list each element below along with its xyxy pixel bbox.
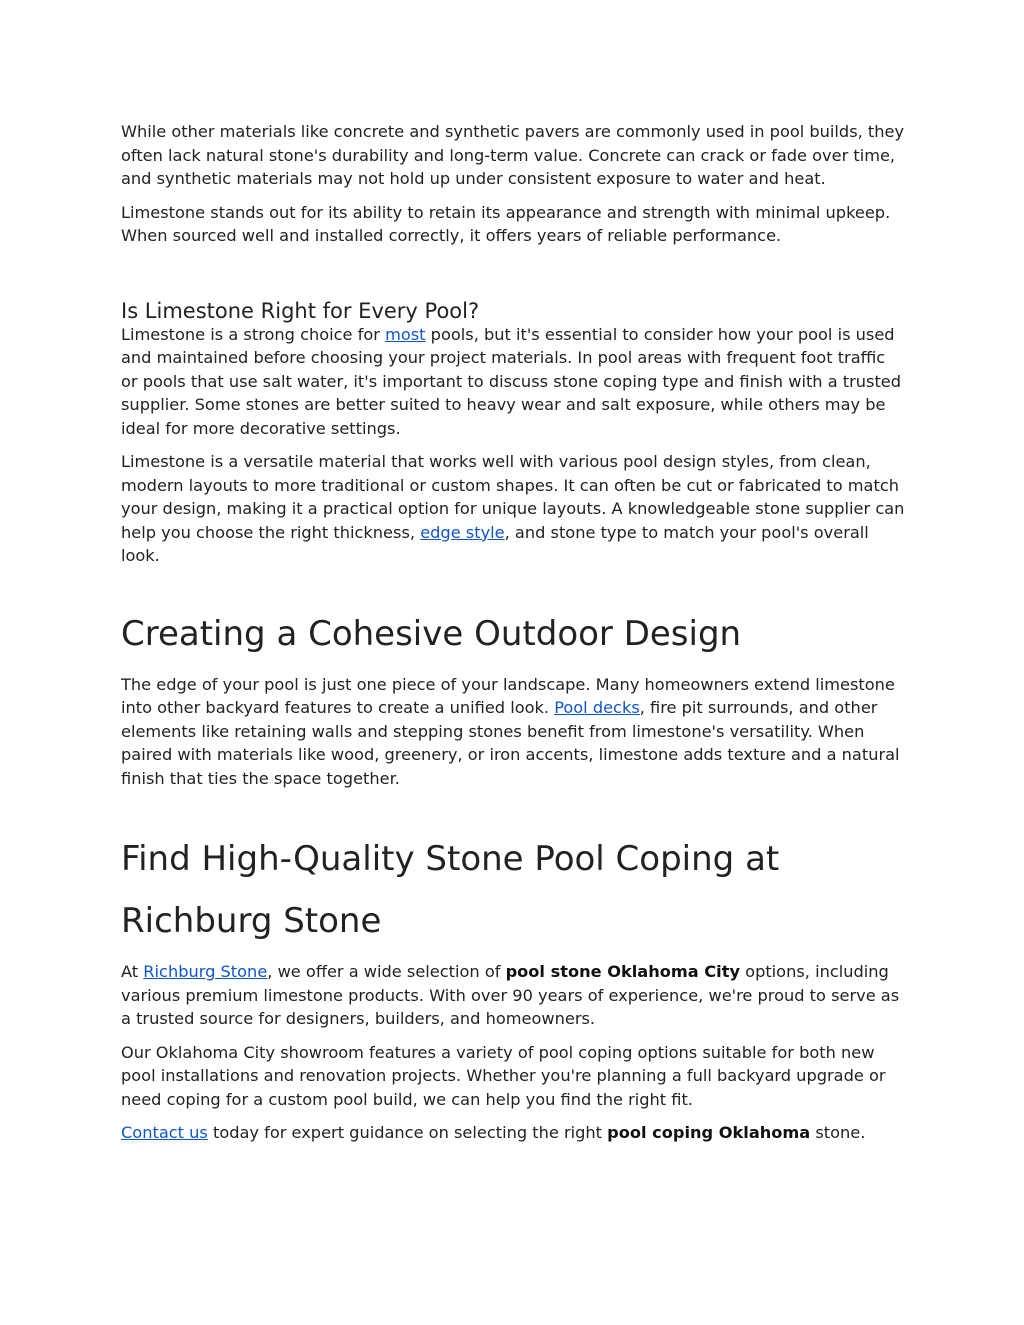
link-richburg-stone[interactable]: Richburg Stone — [143, 962, 268, 981]
cohesive-paragraph-1 — [121, 673, 906, 791]
bold-keyword: pool stone Oklahoma City — [505, 962, 741, 981]
text-segment: Limestone is a versatile material that works well with various pool design styles, from clean, modern layouts to more traditional or custom shapes. It can often be cut or fabricated to match your design, making it a practical option for unique layouts. A knowledgeable stone supplier can help you choose the right thickness, — [121, 452, 905, 542]
intro-paragraph-1-text: While other materials like concrete and synthetic pavers are commonly used in pool builds, they often lack natural stone's durability and long-term value. Concrete can crack or fade over time, and synthetic materials may not hold up under consistent exposure to water and heat. — [121, 122, 905, 188]
text-segment: The edge of your pool is just one piece of your landscape. Many homeowners extend limestone into other backyard features to create a unified look. — [121, 674, 895, 717]
heading-is-limestone-right: Is Limestone Right for Every Pool? — [121, 298, 480, 323]
text-segment: Limestone is a strong choice for — [121, 324, 386, 344]
link-pool-decks[interactable]: Pool decks — [554, 698, 640, 717]
link-edge-style[interactable]: edge style — [420, 522, 505, 542]
limestone-right-paragraph-1 — [121, 323, 906, 441]
text-segment: stone. — [810, 1123, 866, 1142]
text-segment: options, including various premium limestone products. With over 90 years of experience, we're proud to serve as a trusted source for designers, builders, and homeowners. — [121, 962, 900, 1028]
heading-cohesive-outdoor-design: Creating a Cohesive Outdoor Design — [121, 613, 742, 654]
document-body — [121, 120, 906, 1155]
heading-find-line-2: Richburg Stone — [121, 901, 382, 941]
text-segment: , we offer a wide selection of — [267, 962, 506, 981]
text-segment: At — [121, 962, 144, 981]
text-segment: , and stone type to match your pool's overall look. — [121, 522, 869, 565]
find-paragraph-2 — [121, 1041, 906, 1112]
text-segment: , fire pit surrounds, and other elements like retaining walls and stepping stones benefit from limestone's versatility. When paired with materials like wood, greenery, or iron accents, limestone adds texture and a natural finish that ties the space together. — [121, 698, 900, 788]
link-most[interactable]: most — [385, 324, 426, 344]
heading-find-high-quality — [121, 828, 906, 952]
text-segment: Our Oklahoma City showroom features a variety of pool coping options suitable for both new pool installations and renovation projects. Whether you're planning a full backyard upgrade or need coping for a custom pool build, we can help you find the right fit. — [121, 1042, 886, 1109]
intro-paragraph-2 — [121, 201, 906, 248]
text-segment: pools, but it's essential to consider how your pool is used and maintained before choosing your project materials. In pool areas with frequent foot traffic or pools that use salt water, it's important to discuss stone coping type and finish with a trusted supplier. Some stones are better suited to heavy wear and salt exposure, while others may be ideal for more decorative settings. — [121, 324, 902, 438]
limestone-right-paragraph-2 — [121, 450, 906, 568]
bold-keyword: pool coping Oklahoma — [607, 1123, 811, 1142]
find-paragraph-1 — [121, 960, 906, 1031]
link-contact-us[interactable]: Contact us — [121, 1123, 208, 1142]
intro-paragraph-2-text: Limestone stands out for its ability to retain its appearance and strength with minimal upkeep. When sourced well and installed correctly, it offers years of reliable performance. — [121, 202, 891, 245]
intro-paragraph-1 — [121, 120, 906, 191]
text-segment: today for expert guidance on selecting the right — [207, 1123, 608, 1142]
find-paragraph-3 — [121, 1121, 906, 1145]
heading-find-line-1: Find High-Quality Stone Pool Coping at — [121, 839, 780, 879]
